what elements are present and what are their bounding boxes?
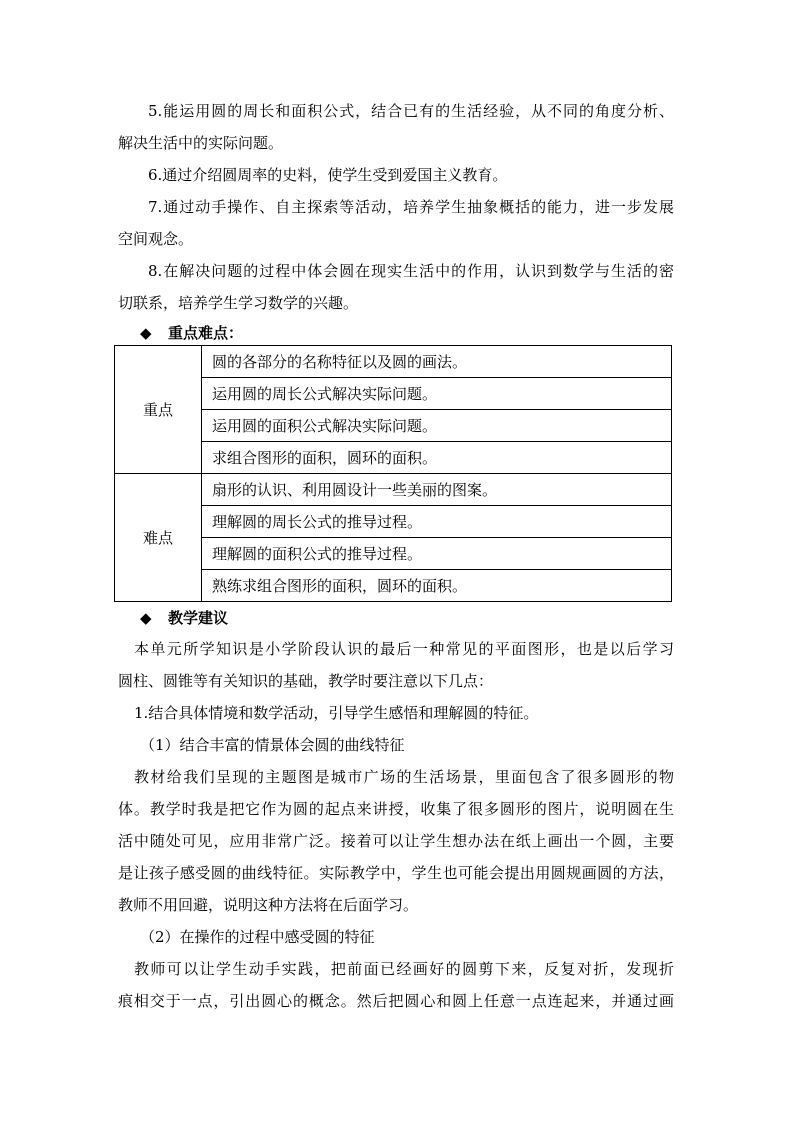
objective-7-line-2: 空间观念。 [118,230,194,248]
table-cell: 理解圆的面积公式的推导过程。 [202,538,672,570]
para1-line-1: 教材给我们呈现的主题图是城市广场的生活场景，里面包含了很多圆形的物 [134,768,674,786]
table-cell: 理解圆的周长公式的推导过程。 [202,506,672,538]
objective-6-line-1: 6.通过介绍圆周率的史料，使学生受到爱国主义教育。 [148,166,508,184]
table-row [115,474,672,506]
table-cell: 求组合图形的面积，圆环的面积。 [202,442,672,474]
objective-8-line-2: 切联系，培养学生学习数学的兴趣。 [118,294,359,312]
section-heading-label: 教学建议 [168,609,229,627]
para1-line-3: 活中随处可见，应用非常广泛。接着可以让学生想办法在纸上画出一个圆，主要 [118,832,674,850]
objective-5-line-1: 5.能运用圆的周长和面积公式，结合已有的生活经验，从不同的角度分析、 [148,102,674,120]
point-1: 1.结合具体情境和数学活动，引导学生感悟和理解圆的特征。 [134,704,539,722]
para1-line-2: 体。教学时我是把它作为圆的起点来讲授，收集了很多圆形的图片，说明圆在生 [118,800,674,818]
table-row [115,346,672,378]
para2-line-2: 痕相交于一点，引出圆心的概念。然后把圆心和圆上任意一点连起来，并通过画 [118,992,674,1010]
intro-line-1: 本单元所学知识是小学阶段认识的最后一种常见的平面图形，也是以后学习 [134,640,674,658]
para1-line-4: 是让孩子感受圆的曲线特征。实际教学中，学生也可能会提出用圆规画圆的方法， [118,864,674,882]
section-heading-key-points [140,323,243,343]
objective-8-line-1: 8.在解决问题的过程中体会圆在现实生活中的作用，认识到数学与生活的密 [148,262,674,280]
key-points-table [114,345,672,602]
table-cell: 运用圆的周长公式解决实际问题。 [202,378,672,410]
diamond-bullet-icon: ◆ [140,609,152,627]
category-cell-key: 重点 [115,346,202,474]
diamond-bullet-icon: ◆ [140,324,152,342]
table-cell: 运用圆的面积公式解决实际问题。 [202,410,672,442]
para1-line-5: 教师不用回避，说明这种方法将在后面学习。 [118,896,419,914]
objective-5-line-2: 解决生活中的实际问题。 [118,134,284,152]
sub-heading-2: （2）在操作的过程中感受圆的特征 [140,928,375,946]
category-cell-difficult: 难点 [115,474,202,602]
sub-heading-1: （1）结合丰富的情景体会圆的曲线特征 [140,736,405,754]
intro-line-2: 圆柱、圆锥等有关知识的基础，教学时要注意以下几点： [118,672,494,690]
objective-7-line-1: 7.通过动手操作、自主探索等活动，培养学生抽象概括的能力，进一步发展 [148,198,674,216]
section-heading-teaching-advice [140,608,228,628]
para2-line-1: 教师可以让学生动手实践，把前面已经画好的圆剪下来，反复对折，发现折 [134,960,674,978]
table-cell: 圆的各部分的名称特征以及圆的画法。 [202,346,672,378]
table-cell: 扇形的认识、利用圆设计一些美丽的图案。 [202,474,672,506]
section-heading-label: 重点难点： [168,324,244,342]
table-cell: 熟练求组合图形的面积，圆环的面积。 [202,570,672,602]
